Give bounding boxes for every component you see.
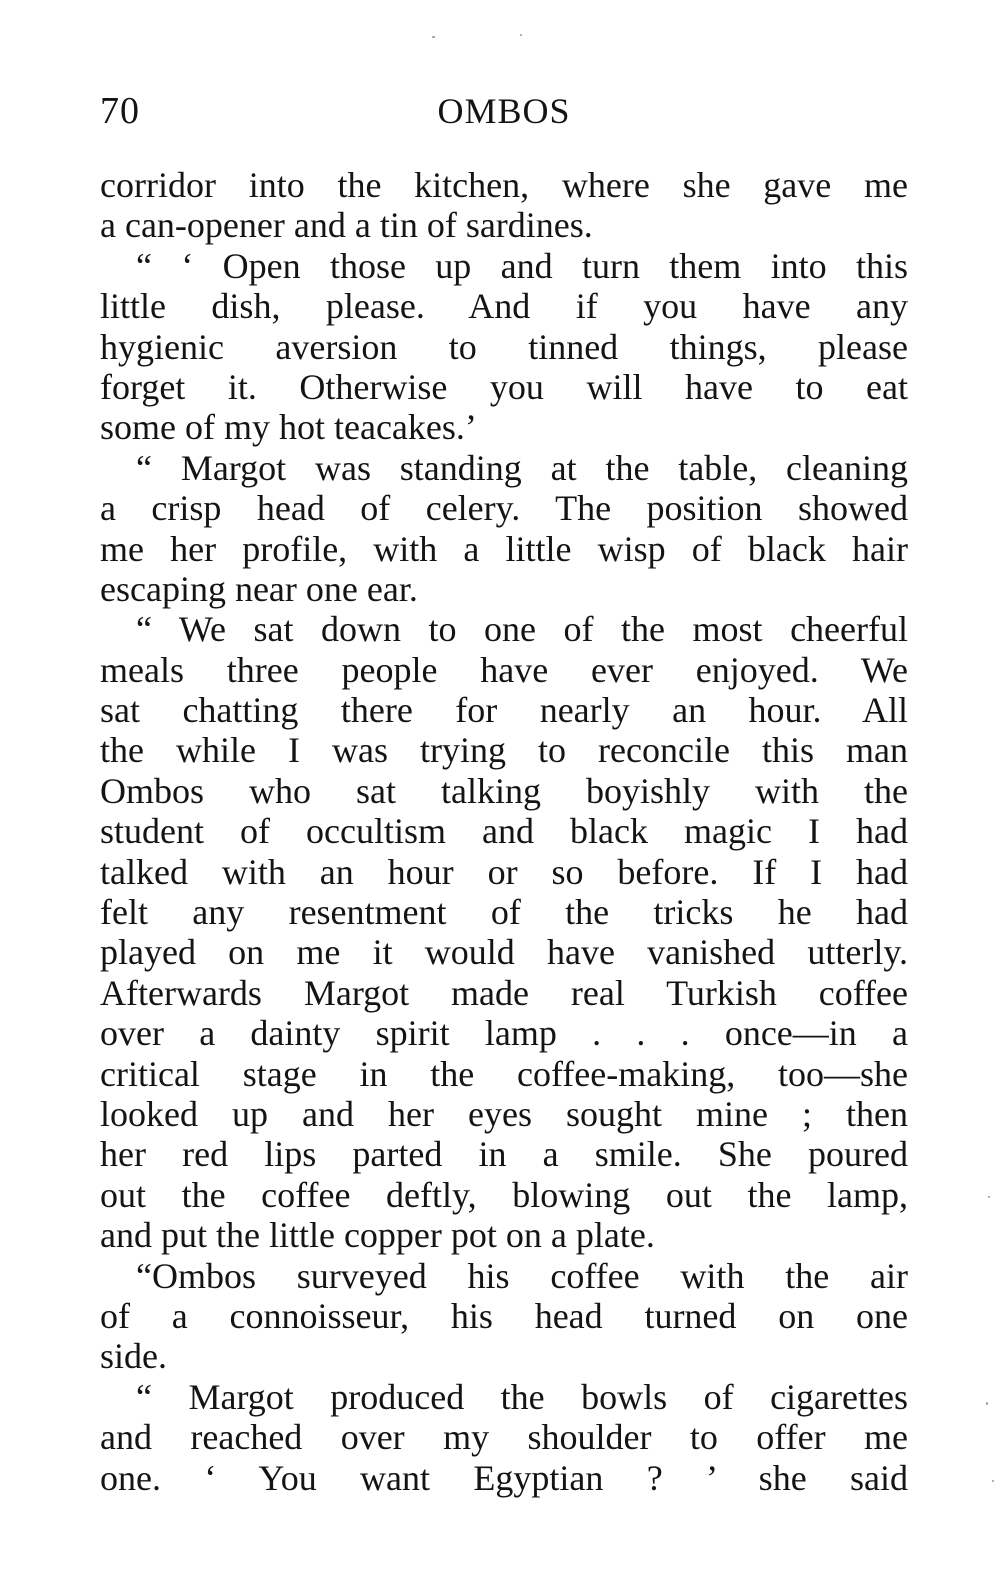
text-line: and reached over my shoulder to offer me <box>100 1417 908 1458</box>
text-line: one. ‘ You want Egyptian ? ’ she said <box>100 1457 908 1498</box>
text-line: escaping near one ear. <box>100 568 418 609</box>
text-line: her red lips parted in a smile. She poured <box>100 1134 908 1175</box>
text-line: forget it. Otherwise you will have to eat <box>100 366 908 407</box>
text-line: out the coffee deftly, blowing out the lamp, <box>100 1174 908 1215</box>
scan-speck <box>432 36 435 38</box>
running-title: OMBOS <box>437 91 571 131</box>
text-line: “ Margot was standing at the table, cleaning <box>136 447 908 488</box>
text-line: of a connoisseur, his head turned on one <box>100 1295 908 1336</box>
text-line: hygienic aversion to tinned things, please <box>100 326 908 367</box>
text-line: and put the little copper pot on a plate. <box>100 1215 655 1256</box>
text-line: sat chatting there for nearly an hour. All <box>100 690 908 731</box>
text-line: felt any resentment of the tricks he had <box>100 892 908 933</box>
running-head <box>100 86 908 136</box>
text-line: played on me it would have vanished utterly. <box>100 932 908 973</box>
text-line: the while I was trying to reconcile this man <box>100 730 908 771</box>
text-line: Ombos who sat talking boyishly with the <box>100 770 908 811</box>
scan-speck <box>520 34 522 36</box>
text-line: talked with an hour or so before. If I had <box>100 851 908 892</box>
scan-speck <box>986 1402 988 1405</box>
text-line: side. <box>100 1336 167 1377</box>
scan-speck <box>992 1480 994 1482</box>
text-line: me her profile, with a little wisp of black hair <box>100 528 908 569</box>
text-line: over a dainty spirit lamp . . . once—in a <box>100 1013 908 1054</box>
scan-speck <box>988 1196 990 1198</box>
text-line: critical stage in the coffee-making, too—she <box>100 1053 908 1094</box>
text-line: “ ‘ Open those up and turn them into this <box>136 245 908 286</box>
text-line: “ We sat down to one of the most cheerful <box>136 609 908 650</box>
text-line: looked up and her eyes sought mine ; then <box>100 1093 908 1134</box>
text-line: student of occultism and black magic I had <box>100 811 908 852</box>
text-line: meals three people have ever enjoyed. We <box>100 649 908 690</box>
text-line: Afterwards Margot made real Turkish coffee <box>100 972 908 1013</box>
text-line: “ Margot produced the bowls of cigarettes <box>136 1376 908 1417</box>
text-line: some of my hot teacakes.’ <box>100 407 477 448</box>
text-line: “Ombos surveyed his coffee with the air <box>136 1255 908 1296</box>
text-line: corridor into the kitchen, where she gave me <box>100 165 908 205</box>
page-number: 70 <box>100 90 140 132</box>
body-text <box>100 165 908 1498</box>
text-line: a can-opener and a tin of sardines. <box>100 205 593 246</box>
text-line: little dish, please. And if you have any <box>100 286 908 327</box>
text-line: a crisp head of celery. The position showed <box>100 488 908 529</box>
